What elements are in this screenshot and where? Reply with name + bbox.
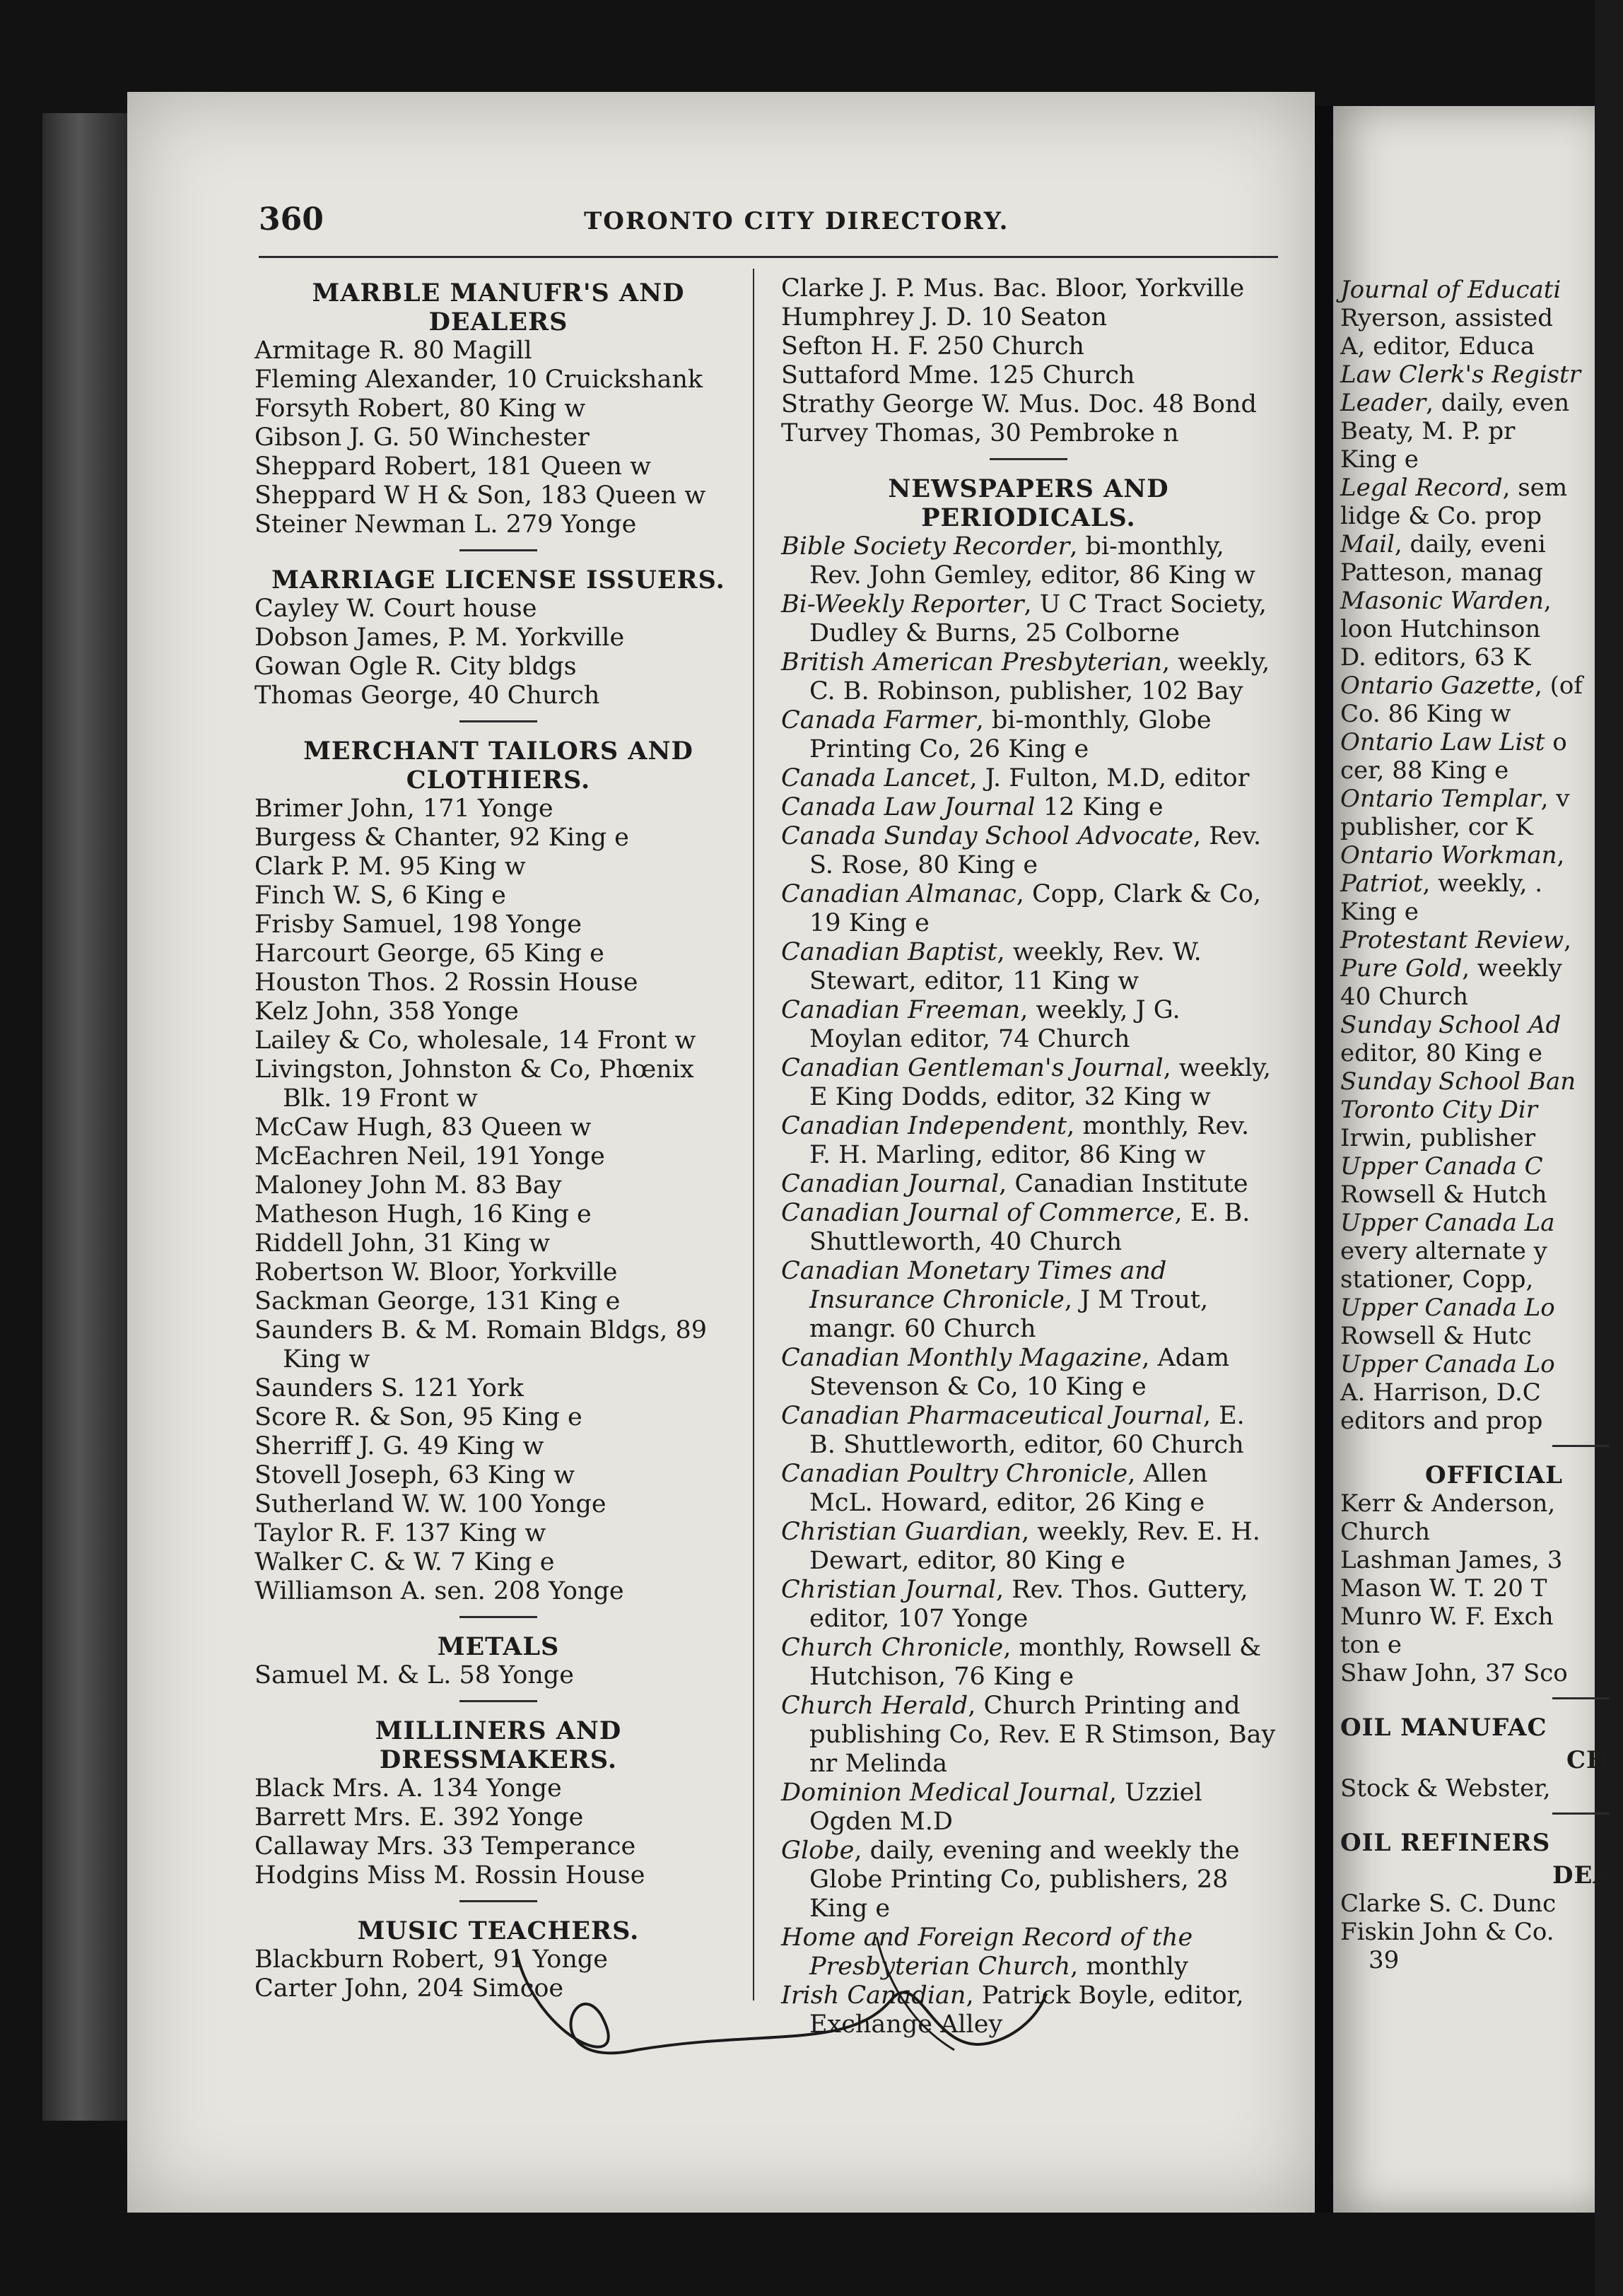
periodical-title: Ontario Workman xyxy=(1340,841,1557,869)
periodical-title: Canadian Almanac xyxy=(781,880,1016,908)
section-heading: METALS xyxy=(437,1632,560,1661)
periodical-title: Bi-Weekly Reporter xyxy=(781,590,1024,619)
section-heading: DEA xyxy=(1552,1861,1612,1890)
directory-entry: Kerr & Anderson, xyxy=(1340,1489,1556,1518)
entry-list xyxy=(254,336,742,539)
periodical-title: Sunday School Ban xyxy=(1340,1067,1576,1096)
periodical-details: , weekly, Rev. E. H. Dewart, editor, 80 King e xyxy=(809,1518,1260,1575)
periodical-title: Legal Record xyxy=(1340,474,1503,502)
periodical-list xyxy=(781,532,1276,2039)
periodical-title: Church Chronicle xyxy=(781,1634,1004,1662)
periodical-title: Home and Foreign Record of the Presbyterian Church xyxy=(781,1923,1193,1981)
periodical-details: , E. B. Shuttleworth, editor, 60 Church xyxy=(809,1402,1245,1459)
section-heading: OFFICIAL xyxy=(1425,1461,1564,1489)
periodical-entry xyxy=(781,764,1276,793)
directory-entry: Stock & Webster, xyxy=(1340,1774,1551,1803)
periodical-line xyxy=(1340,1265,1623,1294)
periodical-details: , bi-monthly, Rev. John Gemley, editor, 86 King w xyxy=(809,532,1256,590)
directory-entry: Sheppard W H & Son, 183 Queen w xyxy=(254,481,706,510)
periodical-details: , J M Trout, mangr. 60 Church xyxy=(809,1286,1209,1343)
periodical-line xyxy=(1340,502,1623,530)
periodical-line xyxy=(1340,558,1623,587)
periodical-entry xyxy=(781,1460,1276,1518)
directory-entry: Cayley W. Court house xyxy=(254,594,537,623)
section-heading: MERCHANT TAILORS AND CLOTHIERS. xyxy=(303,737,693,795)
directory-entry: Robertson W. Bloor, Yorkville xyxy=(254,1258,618,1287)
periodical-entry xyxy=(781,590,1276,648)
section-separator xyxy=(1552,1812,1609,1815)
periodical-details: A, editor, Educa xyxy=(1340,332,1535,361)
periodical-details: , weekly, . xyxy=(1422,869,1543,898)
periodical-title: Irish Canadian xyxy=(781,1981,966,2010)
periodical-details: , J. Fulton, M.D, editor xyxy=(969,764,1250,792)
entry-list xyxy=(254,594,742,710)
periodical-details: loon Hutchinson xyxy=(1340,615,1541,643)
periodical-details: Beaty, M. P. pr xyxy=(1340,417,1516,445)
periodical-details: , xyxy=(1564,926,1571,954)
periodical-details: editors and prop xyxy=(1340,1407,1543,1435)
directory-entry: Lailey & Co, wholesale, 14 Front w xyxy=(254,1026,696,1055)
periodical-details: , weekly, E King Dodds, editor, 32 King w xyxy=(809,1054,1271,1111)
periodical-details: editor, 80 King e xyxy=(1340,1039,1542,1067)
periodical-title: Canada Farmer xyxy=(781,706,976,734)
periodical-details: , Adam Stevenson & Co, 10 King e xyxy=(809,1344,1230,1401)
periodical-details: , weekly xyxy=(1462,954,1562,983)
periodical-line xyxy=(1340,1011,1623,1039)
section-separator xyxy=(459,1700,537,1702)
periodical-line xyxy=(1340,474,1623,502)
directory-entry: Matheson Hugh, 16 King e xyxy=(254,1200,592,1229)
periodical-line xyxy=(1340,1181,1623,1209)
periodical-title: Canadian Journal xyxy=(781,1170,1000,1198)
directory-entry: Sutherland W. W. 100 Yonge xyxy=(254,1490,607,1518)
periodical-title: Ontario Law List xyxy=(1340,728,1545,756)
periodical-title: Canadian Baptist xyxy=(781,938,997,966)
periodical-details: 12 King e xyxy=(1035,793,1164,821)
periodical-line xyxy=(1340,389,1623,417)
entry-list xyxy=(781,274,1276,448)
directory-entry: Armitage R. 80 Magill xyxy=(254,336,532,365)
periodical-details: , Uzziel Ogden M.D xyxy=(809,1779,1202,1836)
periodical-details: , sem xyxy=(1502,474,1568,502)
periodical-entry xyxy=(781,996,1276,1054)
periodical-entry xyxy=(781,1199,1276,1257)
periodical-title: Canadian Gentleman's Journal xyxy=(781,1054,1164,1082)
periodical-line xyxy=(1340,983,1623,1011)
periodical-entry xyxy=(781,1634,1276,1692)
directory-entry: Carter John, 204 Simcoe xyxy=(254,1974,564,2003)
periodical-title: Law Clerk's Registr xyxy=(1340,361,1581,389)
section-separator xyxy=(1552,1697,1609,1699)
section-heading: CH xyxy=(1566,1746,1610,1774)
periodical-line xyxy=(1340,700,1623,728)
periodical-details: , Copp, Clark & Co, 19 King e xyxy=(809,880,1262,937)
periodical-title: Globe xyxy=(781,1837,855,1865)
section-separator xyxy=(459,720,537,722)
directory-entry: Sefton H. F. 250 Church xyxy=(781,332,1084,361)
periodical-title: Canada Law Journal xyxy=(781,793,1036,821)
page-gutter xyxy=(1315,106,1333,2213)
directory-entry: Brimer John, 171 Yonge xyxy=(254,795,553,823)
directory-entry: Maloney John M. 83 Bay xyxy=(254,1171,562,1200)
section-separator xyxy=(990,458,1067,460)
periodical-title: Christian Journal xyxy=(781,1576,996,1604)
periodical-title: Upper Canada La xyxy=(1340,1209,1555,1237)
directory-entry: Church xyxy=(1340,1518,1431,1546)
directory-entry: Saunders B. & M. Romain Bldgs, 89 King w xyxy=(254,1316,708,1374)
periodical-details: , Patrick Boyle, editor, Exchange Alley xyxy=(809,1981,1244,2039)
directory-entry: Stovell Joseph, 63 King w xyxy=(254,1461,575,1489)
periodical-title: Sunday School Ad xyxy=(1340,1011,1562,1039)
periodical-line xyxy=(1340,672,1623,700)
periodical-line xyxy=(1340,1378,1623,1407)
periodical-title: Church Herald xyxy=(781,1692,968,1720)
directory-entry: Clark P. M. 95 King w xyxy=(254,853,526,881)
section-heading: MARBLE MANUFR'S AND DEALERS xyxy=(312,279,685,336)
periodical-details: King e xyxy=(1340,898,1419,926)
directory-entry: Mason W. T. 20 T xyxy=(1340,1574,1547,1603)
periodical-line xyxy=(1340,1237,1623,1265)
directory-entry: Williamson A. sen. 208 Yonge xyxy=(254,1577,624,1605)
directory-entry: 39 xyxy=(1369,1946,1400,1974)
periodical-details: , xyxy=(1543,587,1552,615)
periodical-title: Canadian Pharmaceutical Journal xyxy=(781,1402,1203,1430)
periodical-details: cer, 88 King e xyxy=(1340,756,1509,785)
periodical-details: stationer, Copp, xyxy=(1340,1265,1534,1294)
periodical-line xyxy=(1340,1039,1623,1067)
column-3 xyxy=(1340,276,1623,1974)
periodical-details: , (of xyxy=(1535,672,1583,700)
periodical-title: Christian Guardian xyxy=(781,1518,1022,1546)
periodical-entry xyxy=(781,1112,1276,1170)
directory-entry: Humphrey J. D. 10 Seaton xyxy=(781,303,1108,332)
periodical-title: Journal of Educati xyxy=(1340,276,1562,304)
periodical-details: , daily, eveni xyxy=(1394,530,1546,558)
directory-entry: Thomas George, 40 Church xyxy=(254,681,600,710)
periodical-details: lidge & Co. prop xyxy=(1340,502,1542,530)
page-header xyxy=(259,201,1277,237)
directory-entry: McEachren Neil, 191 Yonge xyxy=(254,1142,605,1171)
directory-entry: Burgess & Chanter, 92 King e xyxy=(254,824,629,852)
section-heading: MUSIC TEACHERS. xyxy=(357,1916,640,1945)
periodical-details: 40 Church xyxy=(1340,983,1469,1011)
right-page xyxy=(1333,106,1612,2213)
directory-entry: Clarke S. C. Dunc xyxy=(1340,1890,1557,1918)
directory-entry: Sheppard Robert, 181 Queen w xyxy=(254,452,651,481)
periodical-title: Pure Gold xyxy=(1340,954,1463,983)
periodical-line xyxy=(1340,926,1623,954)
periodical-line xyxy=(1340,1322,1623,1350)
periodical-details: , bi-monthly, Globe Printing Co, 26 King e xyxy=(809,706,1212,763)
directory-entry: Blackburn Robert, 91 Yonge xyxy=(254,1945,608,1974)
periodical-title: British American Presbyterian xyxy=(781,648,1163,676)
periodical-line xyxy=(1340,1350,1623,1378)
periodical-details: Patteson, manag xyxy=(1340,558,1543,587)
section-heading: OIL REFINERS xyxy=(1340,1829,1551,1857)
directory-entry: Fleming Alexander, 10 Cruickshank xyxy=(254,365,703,394)
entry-list xyxy=(254,1661,742,1690)
periodical-title: Upper Canada Lo xyxy=(1340,1294,1555,1322)
periodical-title: Bible Society Recorder xyxy=(781,532,1070,561)
periodical-details: Rowsell & Hutch xyxy=(1340,1181,1547,1209)
entry-list xyxy=(254,1774,742,1890)
directory-entry: Harcourt George, 65 King e xyxy=(254,939,604,968)
directory-entry: Lashman James, 3 xyxy=(1340,1546,1563,1574)
periodical-line xyxy=(1340,1096,1623,1124)
periodical-details: Rowsell & Hutc xyxy=(1340,1322,1532,1350)
directory-entry: Walker C. & W. 7 King e xyxy=(254,1548,555,1576)
periodical-title: Canadian Poultry Chronicle xyxy=(781,1460,1128,1488)
directory-entry: Gowan Ogle R. City bldgs xyxy=(254,652,577,681)
periodical-entry xyxy=(781,1344,1276,1402)
periodical-line xyxy=(1340,530,1623,558)
directory-entry: Turvey Thomas, 30 Pembroke n xyxy=(781,419,1179,447)
periodical-line xyxy=(1340,417,1623,445)
periodical-details: o xyxy=(1545,728,1567,756)
periodical-details: A. Harrison, D.C xyxy=(1340,1378,1541,1407)
periodical-entry xyxy=(781,1692,1276,1779)
directory-entry: Saunders S. 121 York xyxy=(254,1374,524,1402)
periodical-details: , v xyxy=(1540,785,1570,813)
column-1 xyxy=(254,274,742,2003)
periodical-title: Toronto City Dir xyxy=(1340,1096,1538,1124)
periodical-details: , weekly, Rev. W. Stewart, editor, 11 King w xyxy=(809,938,1202,995)
periodical-title: Canada Sunday School Advocate xyxy=(781,822,1194,850)
directory-entry: Dobson James, P. M. Yorkville xyxy=(254,623,625,652)
pen-scribble xyxy=(495,1909,1060,2121)
periodical-details: every alternate y xyxy=(1340,1237,1547,1265)
periodical-details: , daily, even xyxy=(1426,389,1570,417)
periodical-line xyxy=(1340,869,1623,898)
page-number: 360 xyxy=(259,201,324,238)
periodical-entry xyxy=(781,1170,1276,1199)
periodical-line xyxy=(1340,445,1623,474)
section-separator xyxy=(1552,1445,1609,1447)
directory-entry: Gibson J. G. 50 Winchester xyxy=(254,423,590,452)
periodical-line xyxy=(1340,756,1623,785)
periodical-line xyxy=(1340,954,1623,983)
periodical-line xyxy=(1340,1407,1623,1435)
section-separator xyxy=(459,1616,537,1618)
periodical-title: Canadian Monthly Magazine xyxy=(781,1344,1142,1372)
directory-entry: Score R. & Son, 95 King e xyxy=(254,1403,582,1431)
directory-entry: Steiner Newman L. 279 Yonge xyxy=(254,510,637,539)
periodical-line xyxy=(1340,276,1623,304)
periodical-title: Protestant Review xyxy=(1340,926,1564,954)
directory-entry: Forsyth Robert, 80 King w xyxy=(254,394,586,423)
directory-entry: Taylor R. F. 137 King w xyxy=(254,1519,546,1547)
directory-entry: Clarke J. P. Mus. Bac. Bloor, Yorkville xyxy=(781,274,1245,303)
periodical-line xyxy=(1340,643,1623,672)
periodical-details: Irwin, publisher xyxy=(1340,1124,1536,1152)
directory-entry: ton e xyxy=(1340,1631,1402,1659)
periodical-line xyxy=(1340,1294,1623,1322)
periodical-entry xyxy=(781,532,1276,590)
directory-entry: Livingston, Johnston & Co, Phœnix Blk. 19 Front w xyxy=(254,1055,694,1113)
section-heading: MILLINERS AND DRESSMAKERS. xyxy=(375,1716,622,1774)
directory-entry: Riddell John, 31 King w xyxy=(254,1229,551,1258)
periodical-title: Canadian Freeman xyxy=(781,996,1021,1024)
directory-entry: Fiskin John & Co. xyxy=(1340,1918,1554,1946)
periodical-entry xyxy=(781,1054,1276,1112)
directory-entry: Shaw John, 37 Sco xyxy=(1340,1659,1568,1687)
periodical-details: Co. 86 King w xyxy=(1340,700,1511,728)
periodical-details: , xyxy=(1557,841,1565,869)
periodical-line xyxy=(1340,1067,1623,1096)
periodical-line xyxy=(1340,785,1623,813)
directory-entry: McCaw Hugh, 83 Queen w xyxy=(254,1113,592,1142)
section-heading: OIL MANUFAC xyxy=(1340,1714,1547,1742)
periodical-details: , E. B. Shuttleworth, 40 Church xyxy=(809,1199,1250,1256)
periodical-details: , monthly, Rowsell & Hutchison, 76 King e xyxy=(809,1634,1262,1691)
periodical-line xyxy=(1340,615,1623,643)
periodical-title: Canadian Journal of Commerce xyxy=(781,1199,1175,1227)
periodical-entry xyxy=(781,1402,1276,1460)
periodical-details: , monthly, Rev. F. H. Marling, editor, 86 King w xyxy=(809,1112,1250,1169)
periodical-title: Patriot xyxy=(1340,869,1423,898)
periodical-details: , Allen McL. Howard, editor, 26 King e xyxy=(809,1460,1208,1517)
periodical-line xyxy=(1340,1152,1623,1181)
periodical-title: Upper Canada Lo xyxy=(1340,1350,1555,1378)
periodical-details: , weekly, J G. Moylan editor, 74 Church xyxy=(809,996,1180,1053)
directory-entry: Finch W. S, 6 King e xyxy=(254,882,506,910)
header-rule xyxy=(259,256,1278,258)
periodical-title: Dominion Medical Journal xyxy=(781,1779,1109,1807)
periodical-details: , Rev. S. Rose, 80 King e xyxy=(809,822,1262,879)
periodical-details: , daily, evening and weekly the Globe Printing Co, publishers, 28 King e xyxy=(809,1837,1240,1923)
periodical-entry xyxy=(781,1576,1276,1634)
periodical-entry xyxy=(781,880,1276,938)
section-heading: NEWSPAPERS AND PERIODICALS. xyxy=(888,474,1169,532)
periodical-entry xyxy=(781,822,1276,880)
periodical-details: King e xyxy=(1340,445,1419,474)
periodical-line xyxy=(1340,587,1623,615)
directory-entry: Suttaford Mme. 125 Church xyxy=(781,361,1135,390)
periodical-title: Mail xyxy=(1340,530,1395,558)
periodical-details: publisher, cor K xyxy=(1340,813,1533,841)
directory-entry: Sherriff J. G. 49 King w xyxy=(254,1432,544,1460)
periodical-details: D. editors, 63 K xyxy=(1340,643,1531,672)
book-binding xyxy=(42,113,134,2121)
periodical-details: , Church Printing and publishing Co, Rev. E R Stimson, Bay nr Melinda xyxy=(809,1692,1276,1778)
periodical-line xyxy=(1340,841,1623,869)
periodical-details: , monthly xyxy=(1070,1952,1188,1981)
section-heading: MARRIAGE LICENSE ISSUERS. xyxy=(271,566,725,594)
directory-entry: Sackman George, 131 King e xyxy=(254,1287,621,1316)
directory-entry: Callaway Mrs. 33 Temperance xyxy=(254,1832,636,1861)
periodical-line xyxy=(1340,1124,1623,1152)
directory-entry: Black Mrs. A. 134 Yonge xyxy=(254,1774,562,1803)
periodical-title: Ontario Gazette xyxy=(1340,672,1535,700)
periodical-details: , weekly, C. B. Robinson, publisher, 102 Bay xyxy=(809,648,1270,705)
periodical-title: Upper Canada C xyxy=(1340,1152,1543,1181)
periodical-details: Ryerson, assisted xyxy=(1340,304,1554,332)
directory-entry: Kelz John, 358 Yonge xyxy=(254,997,519,1026)
directory-entry: Barrett Mrs. E. 392 Yonge xyxy=(254,1803,584,1832)
periodical-line xyxy=(1340,304,1623,332)
periodical-line xyxy=(1340,361,1623,389)
periodical-title: Canada Lancet xyxy=(781,764,970,792)
periodical-line xyxy=(1340,898,1623,926)
periodical-title: Canadian Monetary Times and Insurance Chronicle xyxy=(781,1257,1167,1314)
periodical-entry xyxy=(781,793,1276,822)
directory-entry: Munro W. F. Exch xyxy=(1340,1603,1554,1631)
periodical-line xyxy=(1340,332,1623,361)
periodical-title: Masonic Warden xyxy=(1340,587,1544,615)
directory-entry: Houston Thos. 2 Rossin House xyxy=(254,968,638,997)
periodical-details: , Canadian Institute xyxy=(999,1170,1248,1198)
periodical-entry xyxy=(781,1518,1276,1576)
periodical-details: , Rev. Thos. Guttery, editor, 107 Yonge xyxy=(809,1576,1248,1633)
periodical-line xyxy=(1340,728,1623,756)
directory-entry: Frisby Samuel, 198 Yonge xyxy=(254,910,582,939)
periodical-entry xyxy=(781,648,1276,706)
periodical-line xyxy=(1340,813,1623,841)
entry-list xyxy=(254,795,742,1606)
periodical-details: , U C Tract Society, Dudley & Burns, 25 Colborne xyxy=(809,590,1267,648)
periodical-line xyxy=(1340,1209,1623,1237)
directory-entry: Hodgins Miss M. Rossin House xyxy=(254,1861,645,1890)
section-separator xyxy=(459,549,537,551)
directory-entry: Strathy George W. Mus. Doc. 48 Bond xyxy=(781,390,1257,418)
periodical-entry xyxy=(781,1779,1276,1837)
page-title: TORONTO CITY DIRECTORY. xyxy=(584,207,1009,235)
column-divider xyxy=(753,269,754,2001)
periodical-title: Leader xyxy=(1340,389,1426,417)
periodical-entry xyxy=(781,938,1276,996)
periodical-entry xyxy=(781,706,1276,764)
periodical-title: Ontario Templar xyxy=(1340,785,1541,813)
directory-entry: Samuel M. & L. 58 Yonge xyxy=(254,1661,574,1689)
periodical-entry xyxy=(781,1257,1276,1344)
periodical-title: Canadian Independent xyxy=(781,1112,1067,1140)
section-separator xyxy=(459,1900,537,1902)
column-2 xyxy=(781,274,1276,2039)
